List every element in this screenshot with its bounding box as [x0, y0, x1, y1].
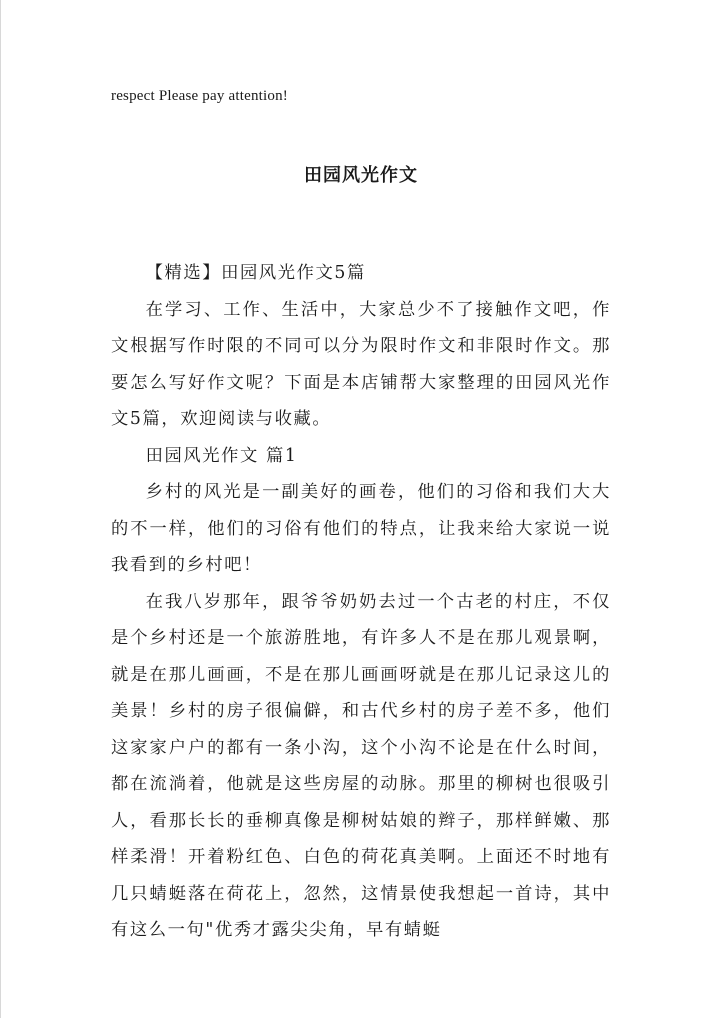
body-paragraph: 【精选】田园风光作文5篇: [145, 263, 366, 283]
body-paragraph: 乡村的风光是一副美好的画卷，他们的习俗和我们大大的不一样，他们的习俗有他们的特点，让我来给大家说一说我看到的乡村吧！: [111, 482, 611, 575]
section-heading: 田园风光作文 篇1: [145, 445, 298, 466]
document-body: [111, 255, 611, 949]
body-paragraph: 在学习、工作、生活中，大家总少不了接触作文吧，作文根据写作时限的不同可以分为限时作文和非限时作文。那要怎么写好作文呢？下面是本店铺帮大家整理的田园风光作文5篇，欢迎阅读与收藏。: [111, 299, 611, 429]
body-paragraph: 在我八岁那年，跟爷爷奶奶去过一个古老的村庄，不仅是个乡村还是一个旅游胜地，有许多人不是在那儿观景啊，就是在那儿画画，不是在那儿画画呀就是在那儿记录这儿的美景！乡村的房子很偏僻，和古代乡村的房子差不多，他们这家家户户的都有一条小沟，这个小沟不论是在什么时间，都在流淌着，他就是这些房屋的动脉。那里的柳树也很吸引人，看那长长的垂柳真像是柳树姑娘的辫子，那样鲜嫩、那样柔滑！开着粉红色、白色的荷花真美啊。上面还不时地有几只蜻蜓落在荷花上，忽然，这情景使我想起一首诗，其中有这么一句"优秀才露尖尖角，早有蜻蜓: [111, 591, 611, 940]
document-title: 田园风光作文: [304, 165, 418, 186]
header-note: respect Please pay attention!: [111, 88, 288, 104]
